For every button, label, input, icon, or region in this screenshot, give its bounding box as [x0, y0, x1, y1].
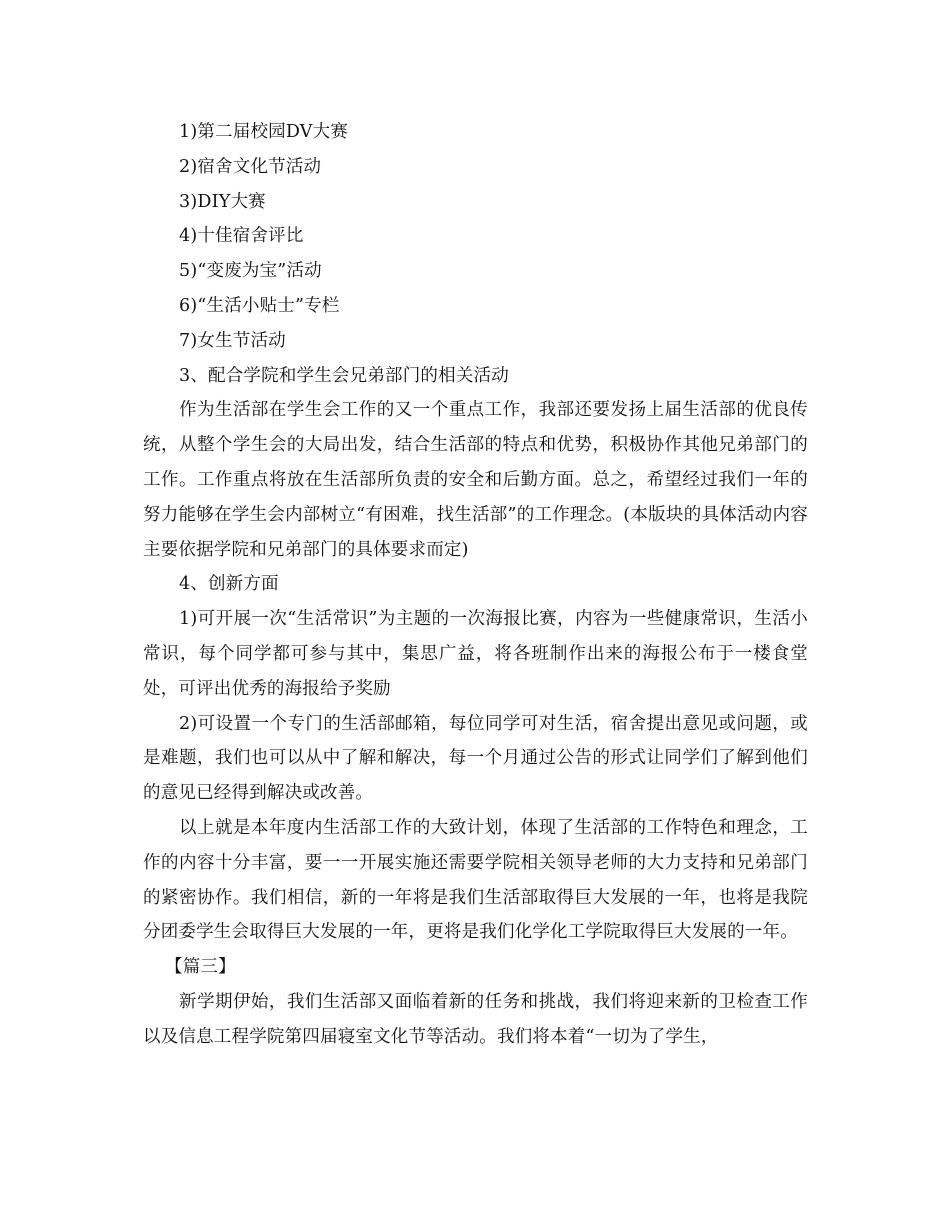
list-item: 6)“生活小贴士”专栏 [179, 295, 340, 316]
paragraph: 新学期伊始，我们生活部又面临着新的任务和挑战，我们将迎来新的卫检查工作以及信息工程学院第四届寝室文化节等活动。我们将本着“一切为了学生， [143, 991, 808, 1047]
section-heading: 4、创新方面 [179, 574, 279, 595]
list-item: 5)“变废为宝”活动 [179, 261, 322, 282]
list-item: 3)DIY大赛 [179, 191, 266, 212]
part-heading: 【篇三】 [165, 957, 236, 978]
document-body [143, 115, 808, 1055]
paragraph: 作为生活部在学生会工作的又一个重点工作，我部还要发扬上届生活部的优良传统，从整个学生会的大局出发，结合生活部的特点和优势，积极协作其他兄弟部门的工作。工作重点将放在生活部所负责的安全和后勤方面。总之，希望经过我们一年的努力能够在学生会内部树立“有困难，找生活部”的工作理念。(本版块的具体活动内容主要依据学院和兄弟部门的具体要求而定) [143, 400, 808, 560]
paragraph: 2)可设置一个专门的生活部邮箱，每位同学可对生活，宿舍提出意见或问题，或是难题，我们也可以从中了解和解决，每一个月通过公告的形式让同学们了解到他们的意见已经得到解决或改善。 [143, 713, 808, 804]
list-item: 4)十佳宿舍评比 [179, 226, 304, 247]
paragraph: 以上就是本年度内生活部工作的大致计划，体现了生活部的工作特色和理念，工作的内容十分丰富，要一一开展实施还需要学院相关领导老师的大力支持和兄弟部门的紧密协作。我们相信，新的一年将是我们生活部取得巨大发展的一年，也将是我院分团委学生会取得巨大发展的一年，更将是我们化学化工学院取得巨大发展的一年。 [143, 817, 808, 943]
paragraph: 1)可开展一次“生活常识”为主题的一次海报比赛，内容为一些健康常识，生活小常识，每个同学都可参与其中，集思广益，将各班制作出来的海报公布于一楼食堂处，可评出优秀的海报给予奖励 [143, 609, 808, 699]
list-item: 7)女生节活动 [179, 330, 286, 351]
section-heading: 3、配合学院和学生会兄弟部门的相关活动 [179, 365, 509, 386]
list-item: 2)宿舍文化节活动 [179, 156, 322, 177]
list-item: 1)第二届校园DV大赛 [179, 122, 349, 142]
